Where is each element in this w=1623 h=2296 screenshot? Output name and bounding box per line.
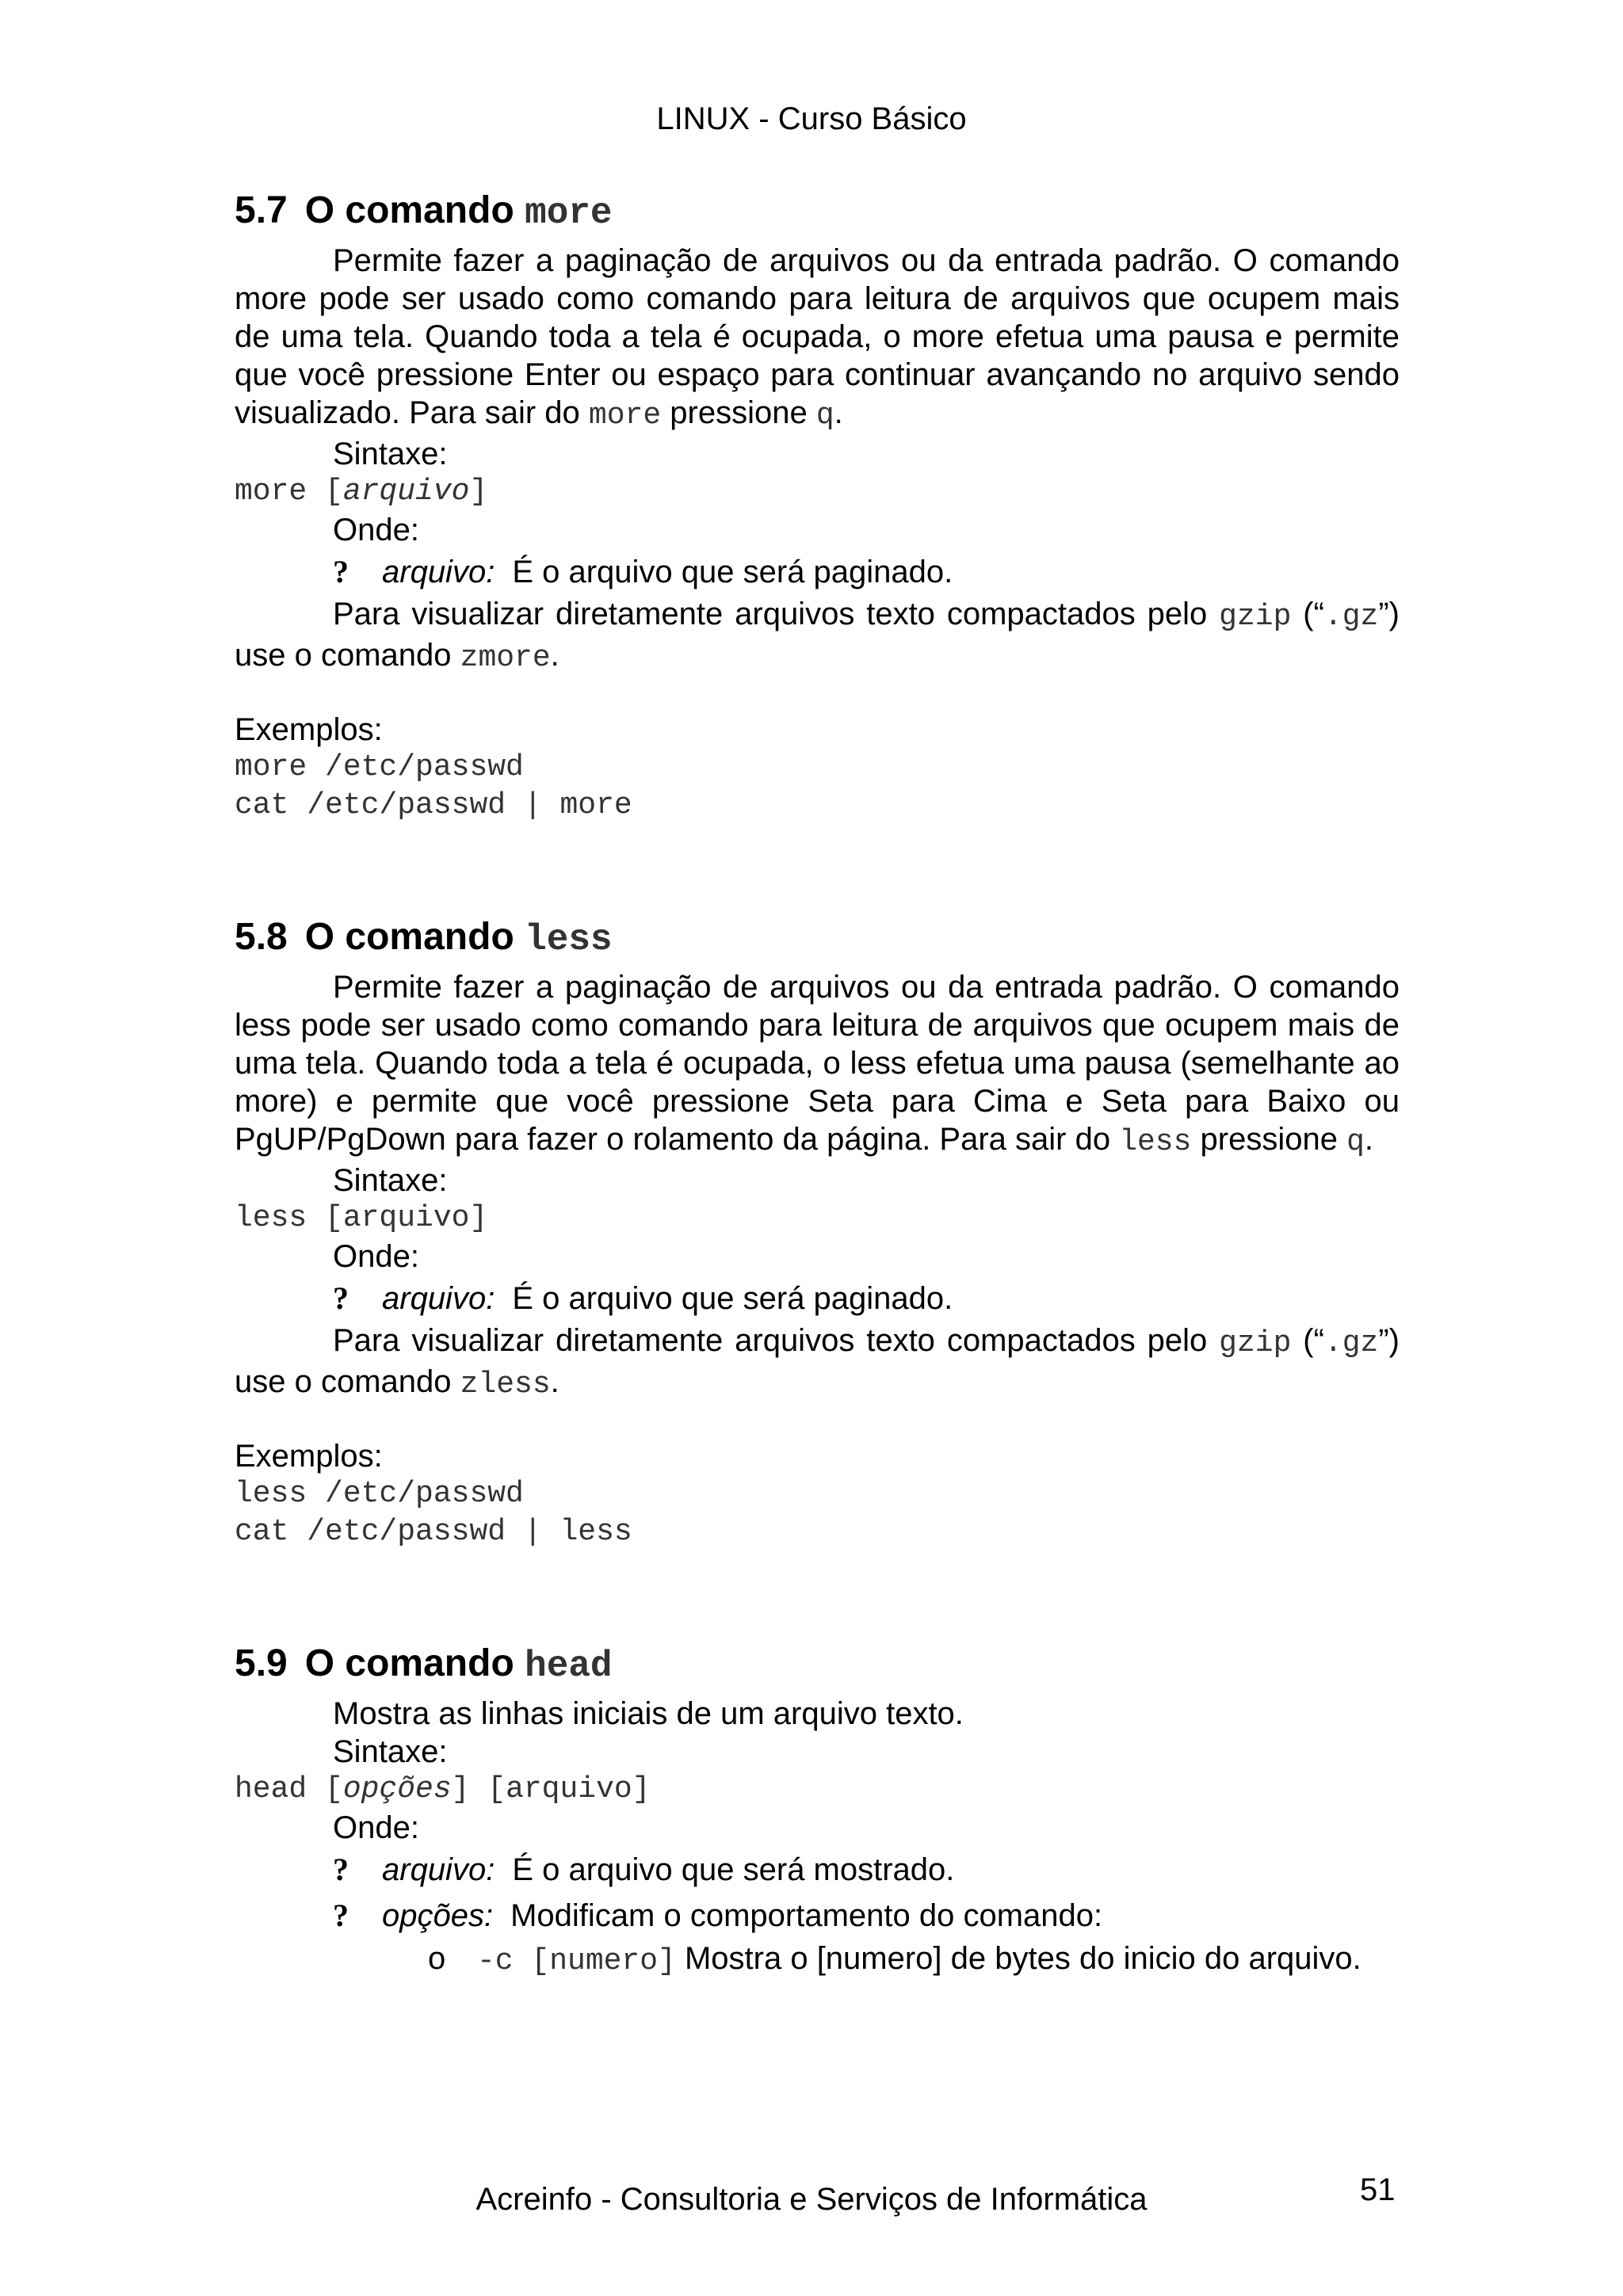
label-exemplos: Exemplos: xyxy=(235,712,383,747)
section-title-head: 5.9 O comando head xyxy=(235,1642,613,1687)
param-item: ? opções: Modificam o comportamento do comando: xyxy=(333,1897,1103,1933)
param-item: ? arquivo: É o arquivo que será paginado. xyxy=(333,554,953,589)
page-number: 51 xyxy=(1360,2172,1396,2207)
paragraph-description: Permite fazer a paginação de arquivos ou da entrada padrão. O comando more pode ser usado como comando para leitura de arquivos que ocupem mais de uma tela. Quando toda a tela é ocupada, o more efetua uma pausa e permite que você pressione Enter ou espaço para continuar avançando no arquivo sendo visualizado. Para sair do more pressione q. xyxy=(235,243,1400,433)
section-less xyxy=(235,913,1400,1551)
label-sintaxe: Sintaxe: xyxy=(333,437,448,471)
syntax-line: less [arquivo] xyxy=(235,1201,488,1235)
page-content xyxy=(235,187,1400,1981)
section-title-more: 5.7 O comando more xyxy=(235,189,613,234)
section-more xyxy=(235,187,1400,825)
label-exemplos: Exemplos: xyxy=(235,1439,383,1474)
syntax-line: more [arquivo] xyxy=(235,475,488,509)
example-line: cat /etc/passwd | more xyxy=(235,788,632,822)
example-line: more /etc/passwd xyxy=(235,750,524,784)
option-item: o -c [numero] Mostra o [numero] de bytes do inicio do arquivo. xyxy=(428,1941,1361,1978)
syntax-line: head [opções] [arquivo] xyxy=(235,1772,651,1806)
running-header: LINUX - Curso Básico xyxy=(656,101,967,136)
section-title-less: 5.8 O comando less xyxy=(235,916,613,960)
paragraph-description: Permite fazer a paginação de arquivos ou da entrada padrão. O comando less pode ser usado como comando para leitura de arquivos que ocupem mais de uma tela. Quando toda a tela é ocupada, o less efetua uma pausa (semelhante ao more) e permite que você pressione Seta para Cima e Seta para Baixo ou PgUP/PgDown para fazer o rolamento da página. Para sair do less pressione q. xyxy=(235,970,1400,1159)
param-item: ? arquivo: É o arquivo que será paginado. xyxy=(333,1280,953,1316)
label-onde: Onde: xyxy=(333,1810,419,1845)
paragraph-gzip: Para visualizar diretamente arquivos texto compactados pelo gzip (“.gz”) use o comando zmore. xyxy=(235,597,1400,675)
running-footer: Acreinfo - Consultoria e Serviços de Informática xyxy=(475,2182,1148,2217)
label-onde: Onde: xyxy=(333,1239,419,1274)
paragraph-gzip: Para visualizar diretamente arquivos texto compactados pelo gzip (“.gz”) use o comando zless. xyxy=(235,1323,1400,1402)
paragraph-description: Mostra as linhas iniciais de um arquivo texto. xyxy=(333,1696,964,1731)
example-line: cat /etc/passwd | less xyxy=(235,1515,632,1549)
param-item: ? arquivo: É o arquivo que será mostrado. xyxy=(333,1852,955,1887)
section-head xyxy=(235,1640,1400,1981)
example-line: less /etc/passwd xyxy=(235,1477,524,1511)
label-onde: Onde: xyxy=(333,513,419,547)
label-sintaxe: Sintaxe: xyxy=(333,1734,448,1769)
label-sintaxe: Sintaxe: xyxy=(333,1163,448,1198)
